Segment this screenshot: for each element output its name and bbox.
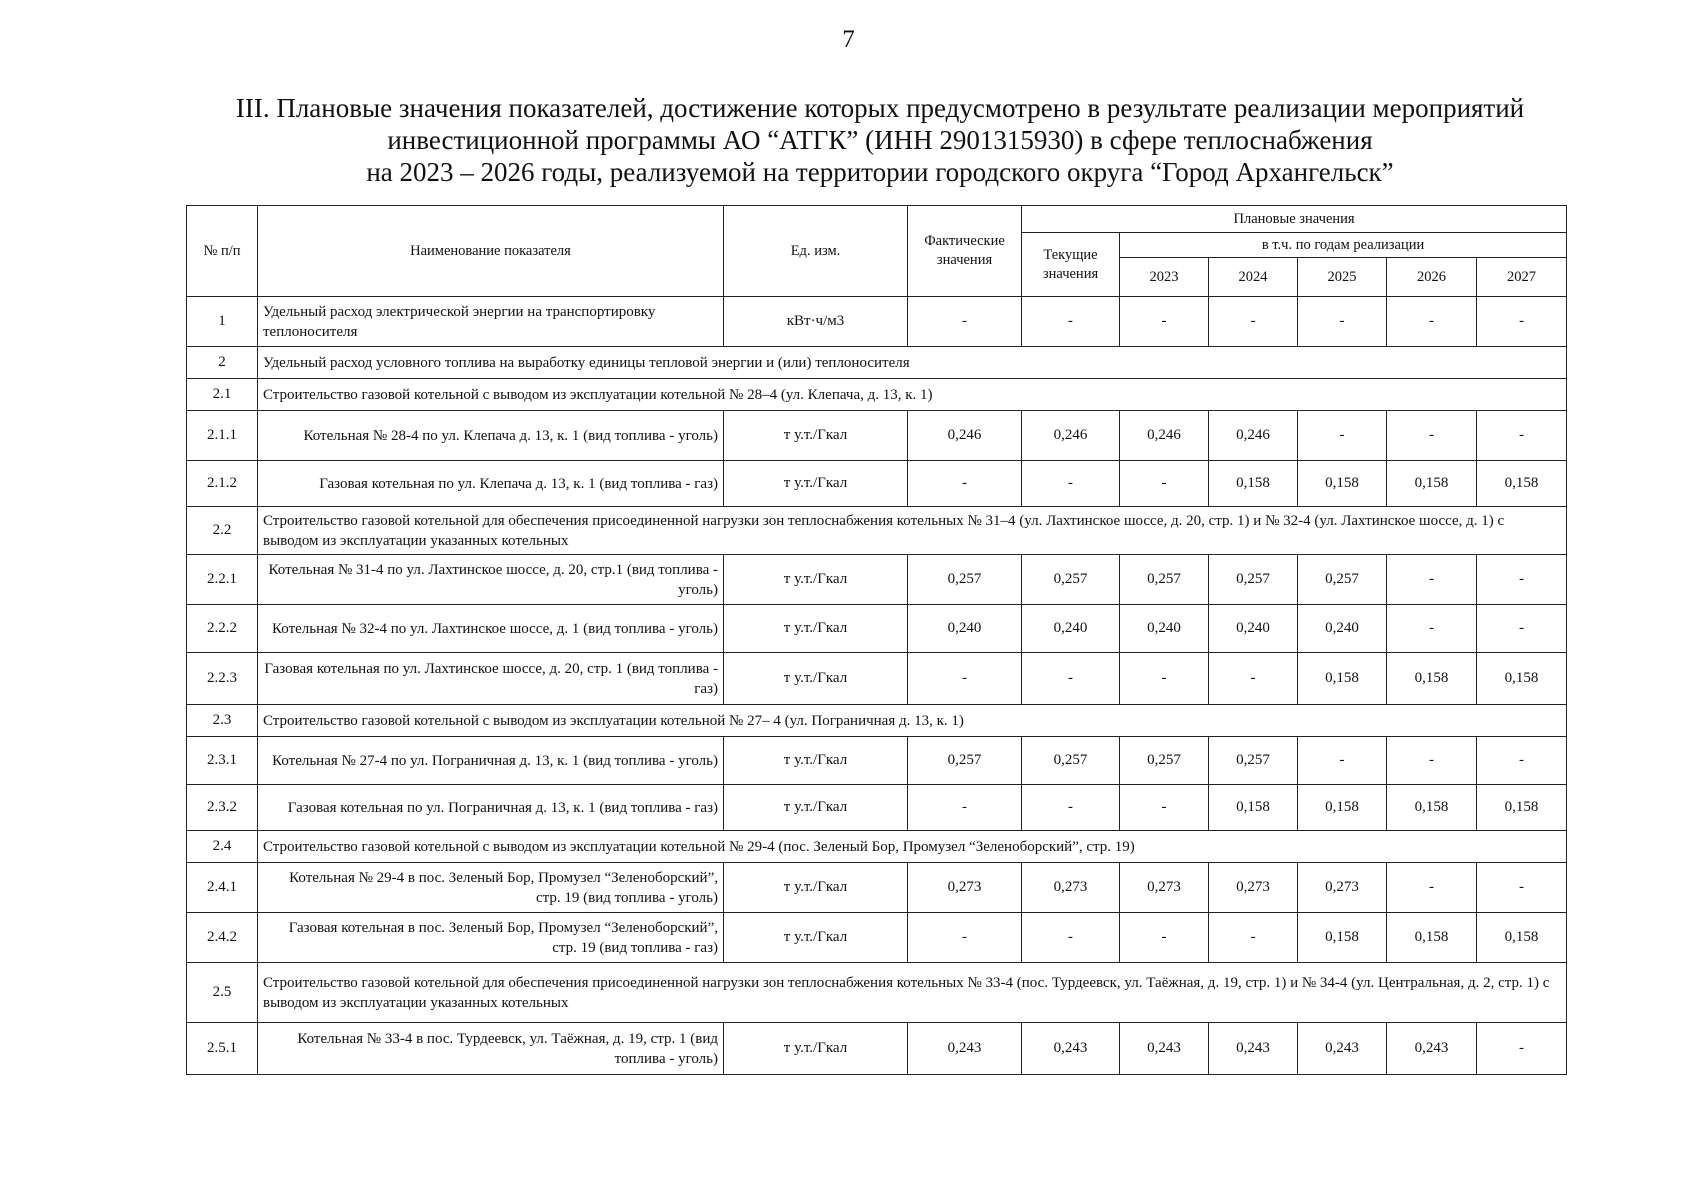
value-cell: 0,158: [1298, 785, 1387, 831]
value-cell: -: [1120, 785, 1209, 831]
value-cell: 0,158: [1298, 461, 1387, 507]
value-cell: 0,158: [1298, 913, 1387, 963]
value-cell: -: [1477, 605, 1567, 653]
value-cell: 0,158: [1209, 461, 1298, 507]
value-cell: 0,243: [1387, 1023, 1477, 1075]
table-row: [187, 863, 1567, 913]
value-cell: 0,257: [1022, 555, 1120, 605]
unit-cell: т у.т./Гкал: [724, 737, 908, 785]
indicator-name: Удельный расход электрической энергии на транспортировку теплоносителя: [258, 297, 724, 347]
value-cell: -: [908, 913, 1022, 963]
value-cell: 0,158: [1477, 913, 1567, 963]
value-cell: 0,243: [1120, 1023, 1209, 1075]
value-cell: -: [1120, 653, 1209, 705]
page-number: 7: [842, 26, 855, 53]
header-unit: Ед. изм.: [724, 206, 908, 297]
indicator-name: Газовая котельная в пос. Зеленый Бор, Промузел “Зеленоборский”, стр. 19 (вид топлива - газ): [258, 913, 724, 963]
row-number: 2.1.1: [187, 411, 258, 461]
value-cell: 0,273: [1209, 863, 1298, 913]
table-header: [187, 206, 1567, 297]
table-row: [187, 605, 1567, 653]
section-row: [187, 507, 1567, 555]
value-cell: 0,246: [1022, 411, 1120, 461]
title-line-3: на 2023 – 2026 годы, реализуемой на территории городского округа “Город Архангельск”: [366, 157, 1394, 187]
value-cell: -: [1387, 411, 1477, 461]
indicators-table: [186, 205, 1567, 1075]
value-cell: 0,158: [1387, 913, 1477, 963]
value-cell: 0,240: [1120, 605, 1209, 653]
value-cell: 0,257: [1022, 737, 1120, 785]
table-row: [187, 411, 1567, 461]
value-cell: 0,240: [1022, 605, 1120, 653]
header-year: 2026: [1387, 258, 1477, 297]
value-cell: 0,243: [1298, 1023, 1387, 1075]
row-number: 2.5.1: [187, 1023, 258, 1075]
section-row: [187, 831, 1567, 863]
value-cell: -: [1120, 913, 1209, 963]
table-row: [187, 297, 1567, 347]
value-cell: -: [1209, 297, 1298, 347]
value-cell: -: [1387, 863, 1477, 913]
value-cell: 0,240: [908, 605, 1022, 653]
table-row: [187, 555, 1567, 605]
row-number: 2.3.1: [187, 737, 258, 785]
header-planned: Плановые значения: [1022, 206, 1567, 233]
unit-cell: т у.т./Гкал: [724, 863, 908, 913]
value-cell: 0,257: [1209, 555, 1298, 605]
header-num: № п/п: [187, 206, 258, 297]
value-cell: -: [1022, 653, 1120, 705]
value-cell: 0,273: [1120, 863, 1209, 913]
value-cell: -: [1387, 737, 1477, 785]
unit-cell: т у.т./Гкал: [724, 605, 908, 653]
unit-cell: т у.т./Гкал: [724, 1023, 908, 1075]
value-cell: 0,243: [1022, 1023, 1120, 1075]
row-number: 2.3.2: [187, 785, 258, 831]
value-cell: 0,257: [1120, 555, 1209, 605]
page-title: [190, 92, 1570, 188]
value-cell: -: [1298, 411, 1387, 461]
section-title: Строительство газовой котельной с выводом из эксплуатации котельной № 28–4 (ул. Клепача, д. 13, к. 1): [258, 379, 1567, 411]
header-year: 2025: [1298, 258, 1387, 297]
value-cell: 0,273: [1022, 863, 1120, 913]
value-cell: -: [1298, 297, 1387, 347]
value-cell: -: [1120, 297, 1209, 347]
value-cell: 0,246: [1120, 411, 1209, 461]
header-current: Текущие значения: [1022, 233, 1120, 297]
row-number: 2.4: [187, 831, 258, 863]
unit-cell: кВт·ч/м3: [724, 297, 908, 347]
table-body: [187, 297, 1567, 1075]
row-number: 2.4.1: [187, 863, 258, 913]
value-cell: 0,158: [1477, 461, 1567, 507]
value-cell: 0,257: [1120, 737, 1209, 785]
row-number: 2.2.3: [187, 653, 258, 705]
value-cell: -: [1387, 605, 1477, 653]
value-cell: -: [1477, 1023, 1567, 1075]
indicator-name: Котельная № 32-4 по ул. Лахтинское шоссе, д. 1 (вид топлива - уголь): [258, 605, 724, 653]
row-number: 2.2.2: [187, 605, 258, 653]
value-cell: 0,243: [1209, 1023, 1298, 1075]
value-cell: 0,158: [1387, 461, 1477, 507]
indicator-name: Газовая котельная по ул. Лахтинское шоссе, д. 20, стр. 1 (вид топлива - газ): [258, 653, 724, 705]
value-cell: -: [1477, 297, 1567, 347]
indicator-name: Котельная № 28-4 по ул. Клепача д. 13, к. 1 (вид топлива - уголь): [258, 411, 724, 461]
value-cell: -: [1387, 555, 1477, 605]
value-cell: -: [1477, 863, 1567, 913]
section-title: Строительство газовой котельной для обеспечения присоединенной нагрузки зон теплоснабжения котельных № 31–4 (ул. Лахтинское шоссе, д. 20, стр. 1) и № 32-4 (ул. Лахтинское шоссе, д. 1) с выводом из эксплуатации указанных котельных: [258, 507, 1567, 555]
title-line-1: III. Плановые значения показателей, достижение которых предусмотрено в результате реализации мероприятий: [235, 93, 1525, 123]
value-cell: -: [908, 653, 1022, 705]
header-by-years: в т.ч. по годам реализации: [1120, 233, 1567, 258]
indicator-name: Котельная № 33-4 в пос. Турдеевск, ул. Таёжная, д. 19, стр. 1 (вид топлива - уголь): [258, 1023, 724, 1075]
row-number: 2.4.2: [187, 913, 258, 963]
value-cell: -: [1022, 913, 1120, 963]
value-cell: 0,240: [1298, 605, 1387, 653]
value-cell: -: [1120, 461, 1209, 507]
value-cell: 0,240: [1209, 605, 1298, 653]
value-cell: 0,273: [908, 863, 1022, 913]
value-cell: -: [908, 461, 1022, 507]
header-name: Наименование показателя: [258, 206, 724, 297]
row-number: 2.3: [187, 705, 258, 737]
value-cell: -: [1209, 653, 1298, 705]
row-number: 2.2.1: [187, 555, 258, 605]
title-line-2: инвестиционной программы АО “АТГК” (ИНН 2901315930) в сфере теплоснабжения: [387, 125, 1373, 155]
header-year: 2024: [1209, 258, 1298, 297]
value-cell: -: [1022, 785, 1120, 831]
unit-cell: т у.т./Гкал: [724, 555, 908, 605]
section-row: [187, 963, 1567, 1023]
table-row: [187, 913, 1567, 963]
unit-cell: т у.т./Гкал: [724, 411, 908, 461]
value-cell: -: [1477, 555, 1567, 605]
value-cell: 0,243: [908, 1023, 1022, 1075]
indicator-name: Котельная № 27-4 по ул. Пограничная д. 13, к. 1 (вид топлива - уголь): [258, 737, 724, 785]
indicator-name: Котельная № 31-4 по ул. Лахтинское шоссе, д. 20, стр.1 (вид топлива - уголь): [258, 555, 724, 605]
section-row: [187, 347, 1567, 379]
row-number: 2.5: [187, 963, 258, 1023]
row-number: 2.2: [187, 507, 258, 555]
value-cell: 0,273: [1298, 863, 1387, 913]
value-cell: -: [1477, 737, 1567, 785]
value-cell: 0,257: [908, 555, 1022, 605]
value-cell: -: [1022, 461, 1120, 507]
table-row: [187, 1023, 1567, 1075]
indicator-name: Газовая котельная по ул. Клепача д. 13, к. 1 (вид топлива - газ): [258, 461, 724, 507]
value-cell: 0,246: [908, 411, 1022, 461]
row-number: 1: [187, 297, 258, 347]
table-row: [187, 737, 1567, 785]
unit-cell: т у.т./Гкал: [724, 785, 908, 831]
value-cell: -: [908, 297, 1022, 347]
header-year: 2023: [1120, 258, 1209, 297]
value-cell: 0,158: [1209, 785, 1298, 831]
row-number: 2: [187, 347, 258, 379]
value-cell: 0,158: [1387, 653, 1477, 705]
table-row: [187, 785, 1567, 831]
value-cell: 0,257: [1298, 555, 1387, 605]
value-cell: 0,257: [1209, 737, 1298, 785]
value-cell: 0,257: [908, 737, 1022, 785]
unit-cell: т у.т./Гкал: [724, 913, 908, 963]
row-number: 2.1: [187, 379, 258, 411]
section-row: [187, 379, 1567, 411]
row-number: 2.1.2: [187, 461, 258, 507]
header-year: 2027: [1477, 258, 1567, 297]
section-title: Строительство газовой котельной для обеспечения присоединенной нагрузки зон теплоснабжения котельных № 33-4 (пос. Турдеевск, ул. Таёжная, д. 19, стр. 1) и № 34-4 (ул. Центральная, д. 2, стр. 1) с выводом из эксплуатации указанных котельных: [258, 963, 1567, 1023]
value-cell: -: [1477, 411, 1567, 461]
value-cell: 0,158: [1477, 785, 1567, 831]
header-actual: Фактические значения: [908, 206, 1022, 297]
section-title: Строительство газовой котельной с выводом из эксплуатации котельной № 27– 4 (ул. Пограничная д. 13, к. 1): [258, 705, 1567, 737]
table-row: [187, 653, 1567, 705]
value-cell: 0,158: [1298, 653, 1387, 705]
value-cell: -: [1022, 297, 1120, 347]
value-cell: -: [908, 785, 1022, 831]
section-row: [187, 705, 1567, 737]
value-cell: -: [1298, 737, 1387, 785]
unit-cell: т у.т./Гкал: [724, 653, 908, 705]
value-cell: 0,158: [1387, 785, 1477, 831]
value-cell: 0,158: [1477, 653, 1567, 705]
value-cell: -: [1387, 297, 1477, 347]
table-row: [187, 461, 1567, 507]
section-title: Удельный расход условного топлива на выработку единицы тепловой энергии и (или) теплоносителя: [258, 347, 1567, 379]
value-cell: 0,246: [1209, 411, 1298, 461]
indicator-name: Газовая котельная по ул. Пограничная д. 13, к. 1 (вид топлива - газ): [258, 785, 724, 831]
value-cell: -: [1209, 913, 1298, 963]
indicator-name: Котельная № 29-4 в пос. Зеленый Бор, Промузел “Зеленоборский”, стр. 19 (вид топлива - уголь): [258, 863, 724, 913]
unit-cell: т у.т./Гкал: [724, 461, 908, 507]
section-title: Строительство газовой котельной с выводом из эксплуатации котельной № 29-4 (пос. Зеленый Бор, Промузел “Зеленоборский”, стр. 19): [258, 831, 1567, 863]
